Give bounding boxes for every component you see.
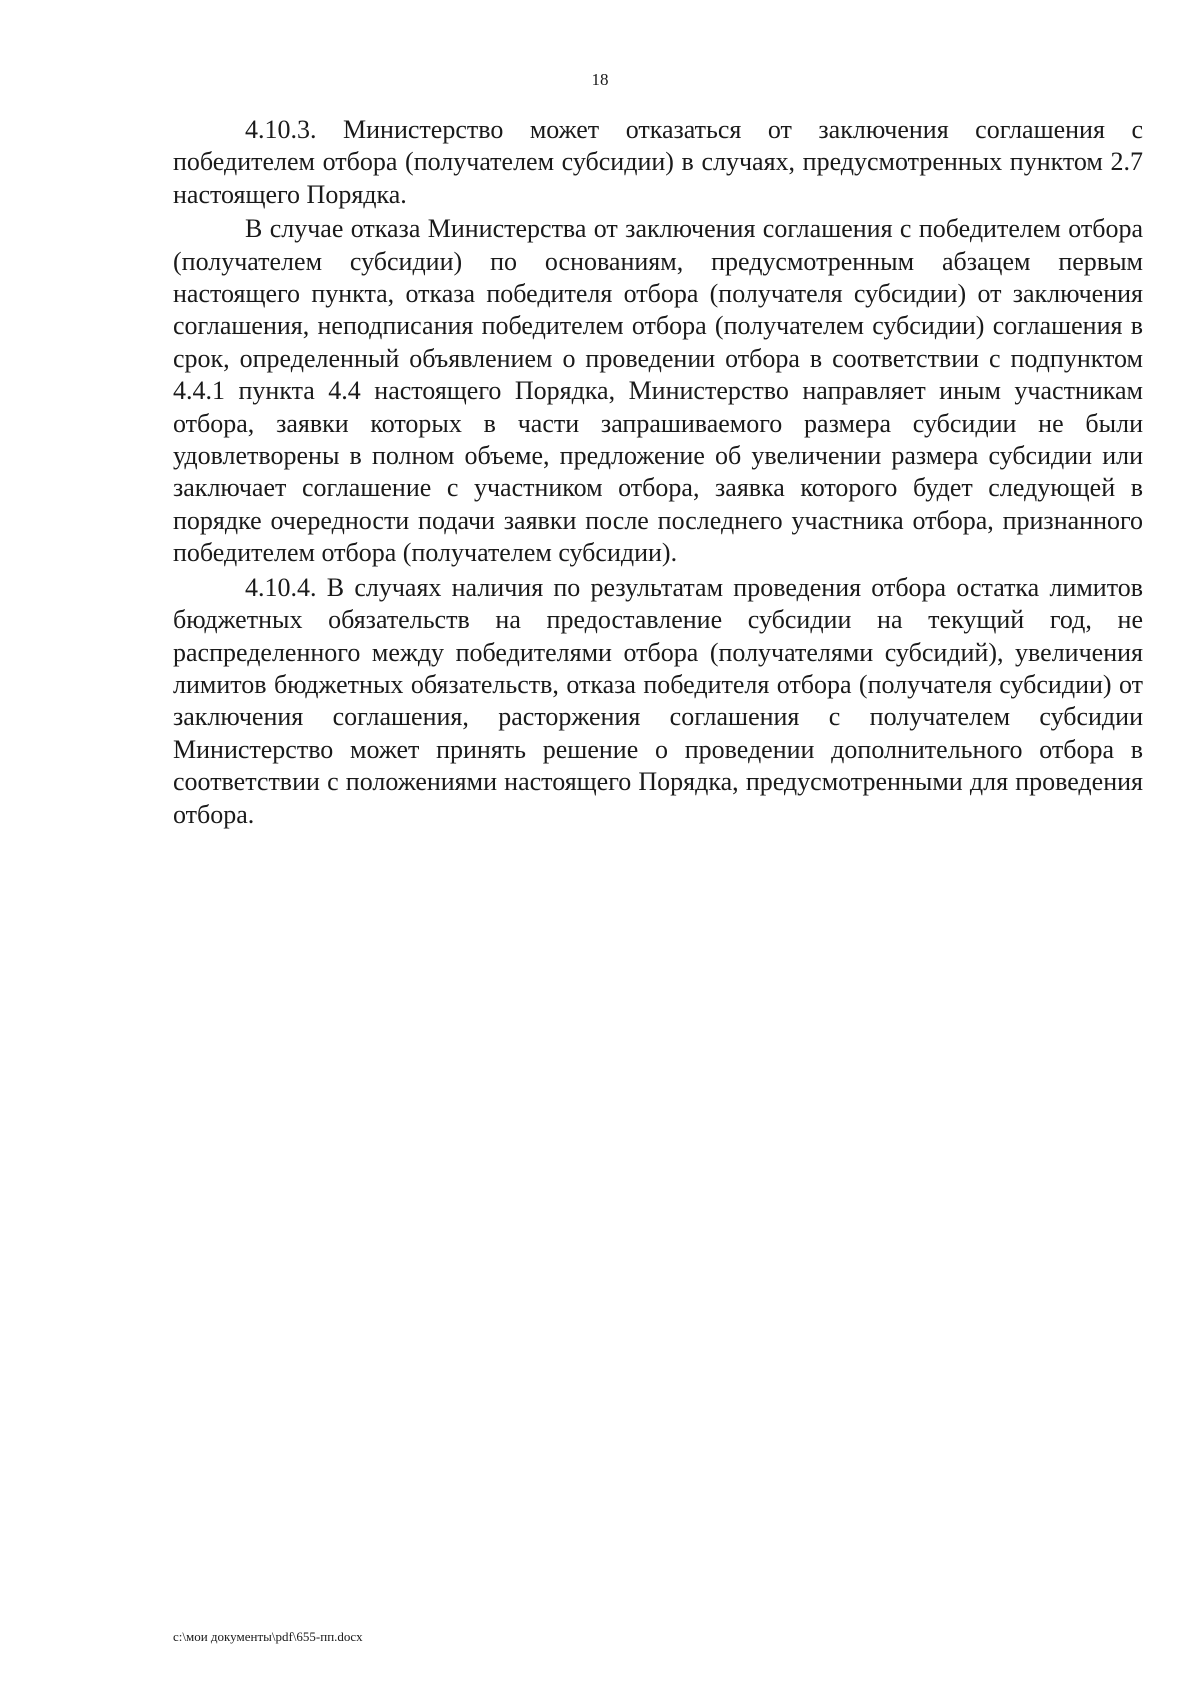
paragraph-refusal-case: В случае отказа Министерства от заключения соглашения с победителем отбора (получателем субсидии) по основаниям, предусмотренным абзацем первым настоящего пункта, отказа победителя отбора (получателя субсидии) от заключения соглашения, неподписания победителем отбора (получателем субсидии) соглашения в срок, определенный объявлением о проведении отбора в соответствии с подпунктом 4.4.1 пункта 4.4 настоящего Порядка, Министерство направляет иным участникам отбора, заявки которых в части запрашиваемого размера субсидии не были удовлетворены в полном объеме, предложение об увеличении размера субсидии или заключает соглашение с участником отбора, заявка которого будет следующей в порядке очередности подачи заявки после последнего участника отбора, признанного победителем отбора (получателем субсидии). xyxy=(173,214,1143,568)
footer-file-path: c:\мои документы\pdf\655-пп.docx xyxy=(173,1629,363,1644)
paragraph-4-10-3: 4.10.3. Министерство может отказаться от заключения соглашения с победителем отбора (получателем субсидии) в случаях, предусмотренных пунктом 2.7 настоящего Порядка. xyxy=(173,115,1143,209)
page-number: 18 xyxy=(591,70,609,89)
paragraph-4-10-4: 4.10.4. В случаях наличия по результатам проведения отбора остатка лимитов бюджетных обязательств на предоставление субсидии на текущий год, не распределенного между победителями отбора (получателями субсидий), увеличения лимитов бюджетных обязательств, отказа победителя отбора (получателя субсидии) от заключения соглашения, расторжения соглашения с получателем субсидии Министерство может принять решение о проведении дополнительного отбора в соответствии с положениями настоящего Порядка, предусмотренными для проведения отбора. xyxy=(173,572,1143,829)
document-body xyxy=(173,114,1143,831)
